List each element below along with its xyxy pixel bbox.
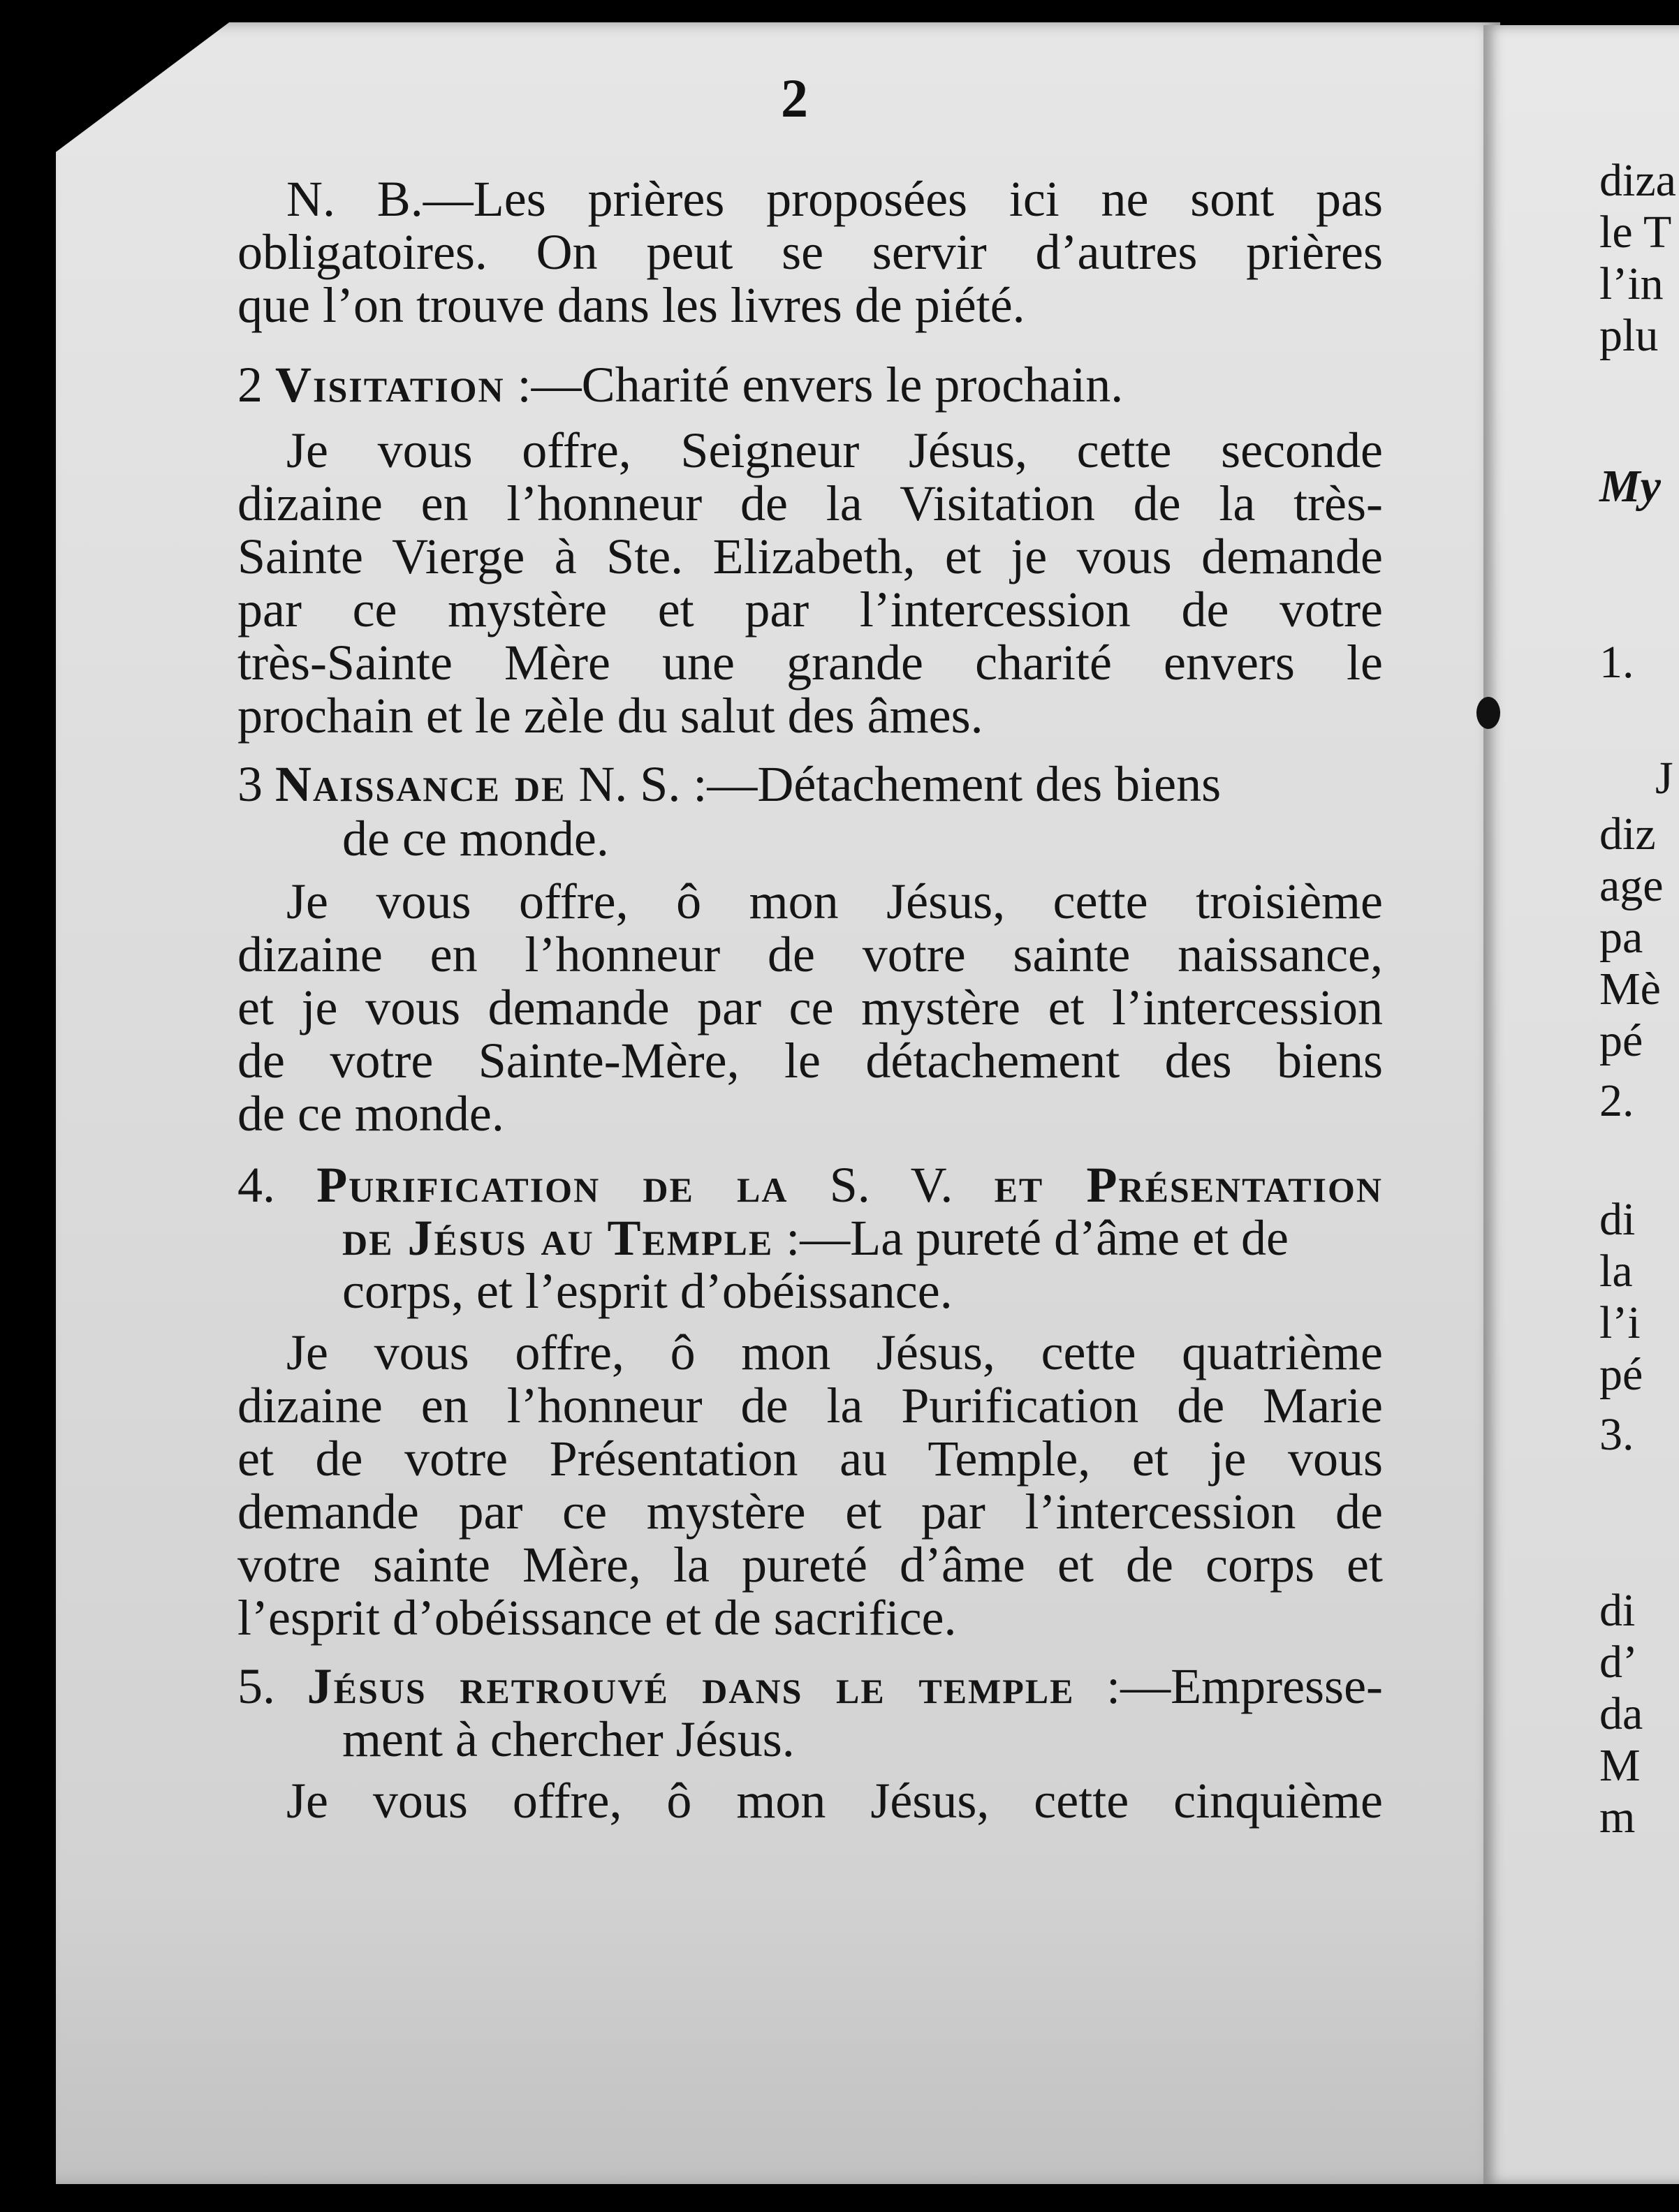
sec4-heading bbox=[237, 1159, 1383, 1211]
sec4-line-6: l’esprit d’obéissance et de sacrifice. bbox=[237, 1590, 957, 1646]
sec2-line-2: dizaine en l’honneur de la Visitation de la très- bbox=[237, 475, 1383, 531]
sec5-heading-continuation: ment à chercher Jésus. bbox=[342, 1711, 795, 1767]
right-fragment: l’i bbox=[1599, 1297, 1641, 1348]
sec3-heading-continuation: de ce monde. bbox=[342, 811, 609, 867]
right-fragment: J bbox=[1655, 753, 1673, 804]
sec5-heading-rest: :—Empresse- bbox=[1074, 1658, 1384, 1714]
right-fragment: pa bbox=[1599, 912, 1643, 963]
right-fragment: di bbox=[1599, 1585, 1636, 1636]
right-fragment: age bbox=[1599, 860, 1664, 911]
sec4-heading-line-2 bbox=[342, 1212, 1383, 1264]
right-fragment: le T bbox=[1599, 207, 1672, 258]
sec5-line-1: Je vous offre, ô mon Jésus, cette cinquième bbox=[286, 1773, 1383, 1829]
sec4-line-4: demande par ce mystère et par l’intercession de bbox=[237, 1484, 1383, 1540]
sec4-heading-line-2-rest: :—La pureté d’âme et de bbox=[773, 1210, 1289, 1266]
right-fragment: Mè bbox=[1599, 964, 1661, 1015]
right-fragment: la bbox=[1599, 1246, 1633, 1297]
nb-line-3: que l’on trouve dans les livres de piété. bbox=[237, 277, 1025, 333]
sec2-line-1: Je vous offre, Seigneur Jésus, cette seconde bbox=[286, 422, 1383, 478]
sec2-heading-rest: :—Charité envers le prochain. bbox=[504, 357, 1124, 413]
sec4-heading-line-2-title: de Jésus au Temple bbox=[342, 1210, 774, 1266]
right-fragment-heading: My bbox=[1599, 461, 1661, 512]
right-fragment: pé bbox=[1599, 1015, 1643, 1066]
sec4-heading-title-1: Purification de la bbox=[316, 1157, 789, 1213]
sec4-line-3: et de votre Présentation au Temple, et je vous bbox=[237, 1431, 1383, 1487]
sec2-heading-title: Visitation bbox=[275, 357, 505, 413]
right-fragment: da bbox=[1599, 1688, 1643, 1739]
right-fragment: 1. bbox=[1599, 637, 1634, 688]
sec3-heading-title: Naissance de bbox=[275, 756, 566, 812]
sec4-line-5: votre sainte Mère, la pureté d’âme et de corps et bbox=[237, 1537, 1383, 1593]
sec3-line-2: dizaine en l’honneur de votre sainte naissance, bbox=[237, 927, 1383, 982]
sec3-line-5: de ce monde. bbox=[237, 1086, 504, 1142]
right-fragment: 3. bbox=[1599, 1409, 1634, 1460]
right-fragment: 2. bbox=[1599, 1075, 1634, 1126]
sec2-line-6: prochain et le zèle du salut des âmes. bbox=[237, 688, 983, 744]
sec2-line-5: très-Sainte Mère une grande charité envers le bbox=[237, 635, 1383, 691]
sec3-heading bbox=[237, 758, 1383, 811]
sec3-line-3: et je vous demande par ce mystère et l’intercession bbox=[237, 980, 1383, 1035]
nb-line-2: obligatoires. On peut se servir d’autres prières bbox=[237, 224, 1383, 280]
right-fragment: diza bbox=[1599, 155, 1676, 206]
page-number: 2 bbox=[781, 68, 808, 128]
sec5-heading-number: 5. bbox=[237, 1658, 275, 1714]
right-fragment: M bbox=[1599, 1740, 1641, 1791]
right-fragment: m bbox=[1599, 1792, 1636, 1843]
sec4-line-1: Je vous offre, ô mon Jésus, cette quatrième bbox=[286, 1325, 1383, 1380]
sec3-line-1: Je vous offre, ô mon Jésus, cette troisième bbox=[286, 873, 1383, 929]
right-fragment: plu bbox=[1599, 310, 1659, 361]
right-fragment: l’in bbox=[1599, 258, 1664, 309]
sec3-heading-number: 3 bbox=[237, 756, 263, 812]
sec3-heading-rest: N. S. :—Détachement des biens bbox=[566, 756, 1222, 812]
sec2-line-4: par ce mystère et par l’intercession de votre bbox=[237, 582, 1383, 637]
right-fragment: diz bbox=[1599, 809, 1656, 860]
sec2-line-3: Sainte Vierge à Ste. Elizabeth, et je vous demande bbox=[237, 529, 1383, 584]
nb-line-1: N. B.—Les prières proposées ici ne sont pas bbox=[286, 171, 1383, 227]
sec5-heading-title: Jésus retrouvé dans le temple bbox=[307, 1658, 1075, 1714]
sec5-heading bbox=[237, 1660, 1383, 1713]
sec4-heading-sv: S. V. bbox=[788, 1157, 995, 1213]
sec2-heading bbox=[237, 359, 1383, 411]
right-fragment: di bbox=[1599, 1194, 1636, 1245]
right-fragment: pé bbox=[1599, 1349, 1643, 1400]
sec3-line-4: de votre Sainte-Mère, le détachement des biens bbox=[237, 1033, 1383, 1089]
sec4-line-2: dizaine en l’honneur de la Purification de Marie bbox=[237, 1378, 1383, 1433]
sec2-heading-number: 2 bbox=[237, 357, 263, 413]
gutter-mark bbox=[1476, 697, 1500, 729]
sec4-heading-line-3: corps, et l’esprit d’obéissance. bbox=[342, 1263, 953, 1319]
sec4-heading-title-2: et Présentation bbox=[994, 1157, 1384, 1213]
right-fragment: d’ bbox=[1599, 1637, 1638, 1688]
sec4-heading-number: 4. bbox=[237, 1157, 275, 1213]
